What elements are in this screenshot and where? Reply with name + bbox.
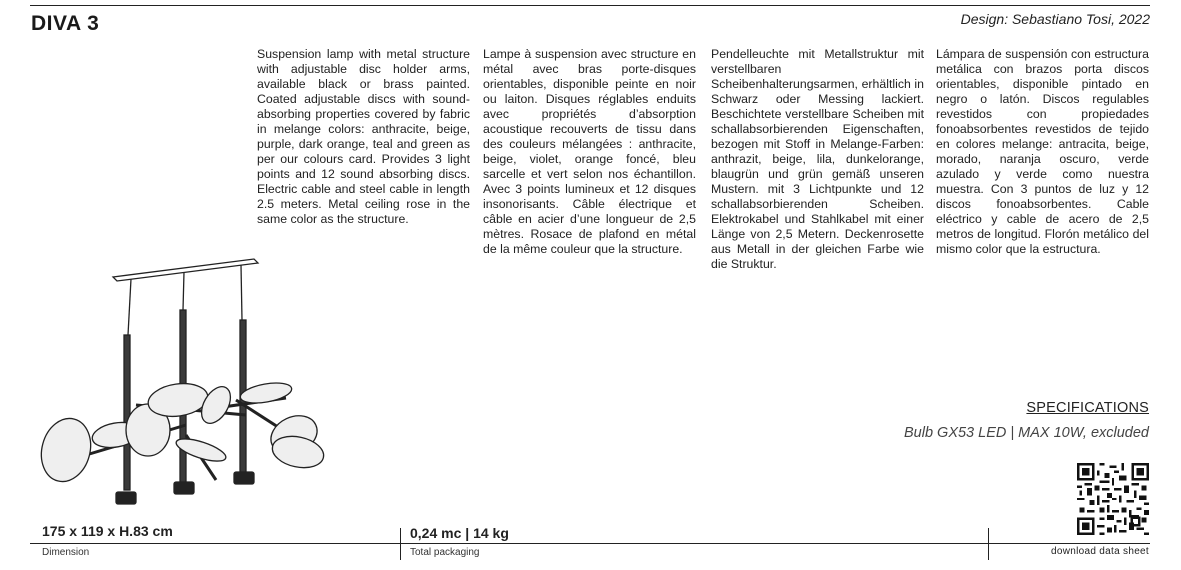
download-data-sheet-link[interactable]: download data sheet [1051, 546, 1149, 557]
description-de: Pendelleuchte mit Metallstruktur mit verstellbaren Scheibenhalterungsarmen, erhältlich in Schwarz oder Messing lackiert. Beschichtete verstellbare Scheiben mit schallabsorbierenden Eigenschaften, bezogen mit Stoff in Melange-Farben: anthrazit, beige, lila, dunkelorange, blaugrün und grün gemäß unseren Mustern. mit 3 Lichtpunkte und 12 schallabsorbierenden Scheiben. Elektrokabel und Stahlkabel mit einer Länge von 2,5 Metern. Deckenrosette aus Metall in der gleichen Farbe wie die Struktur. [711, 47, 924, 271]
specifications-title: SPECIFICATIONS [1026, 400, 1149, 416]
packaging-label: Total packaging [410, 547, 480, 558]
top-rule [30, 5, 1150, 6]
product-title: DIVA 3 [31, 12, 100, 35]
divider-2 [988, 528, 989, 560]
qr-code-icon[interactable] [1077, 463, 1149, 535]
divider-1 [400, 528, 401, 560]
dimension-value: 175 x 119 x H.83 cm [42, 523, 173, 539]
description-es: Lámpara de suspensión con estructura metálica con brazos porta discos orientables, disponible pintado en negro o latón. Discos regulables revestidos con propiedades fonoabsorbentes revestidos de tejido en colores melange: antracita, beige, morado, naranja oscuro, verde azulado y verde como nuestra muestra. Con 3 puntos de luz y 12 discos fonoabsorbentes. Cable eléctrico y cable de acero de 2,5 metros de longitud. Florón metálico del mismo color que la estructura. [936, 47, 1149, 256]
designer-credit: Design: Sebastiano Tosi, 2022 [960, 11, 1150, 27]
dimension-label: Dimension [42, 547, 90, 558]
description-fr: Lampe à suspension avec structure en métal avec bras porte-disques orientables, disponible peinte en noir ou laiton. Disques réglables enduits avec propriétés d’absorption acoustique recouverts de tissu dans des couleurs mélangées : anthracite, beige, violet, orange foncé, bleu sarcelle et vert selon nos échantillon. Avec 3 points lumineux et 12 disques insonorisants. Câble électrique et câble en acier d’une longueur de 2,5 mètres. Rosace de plafond en métal de la même couleur que la structure. [483, 47, 696, 256]
bottom-rule [30, 543, 1150, 544]
description-en: Suspension lamp with metal structure with adjustable disc holder arms, available black or brass painted. Coated adjustable discs with sound-absorbing properties covered by fabric in melange colors: anthracite, beige, purple, dark orange, teal and green as per our colours card. Provides 3 light points and 12 sound absorbing discs. Electric cable and steel cable in length 2.5 meters. Metal ceiling rose in the same color as the structure. [257, 47, 470, 226]
bulb-specification: Bulb GX53 LED | MAX 10W, excluded [903, 425, 1149, 441]
packaging-value: 0,24 mc | 14 kg [410, 525, 509, 541]
lamp-illustration [36, 250, 336, 505]
